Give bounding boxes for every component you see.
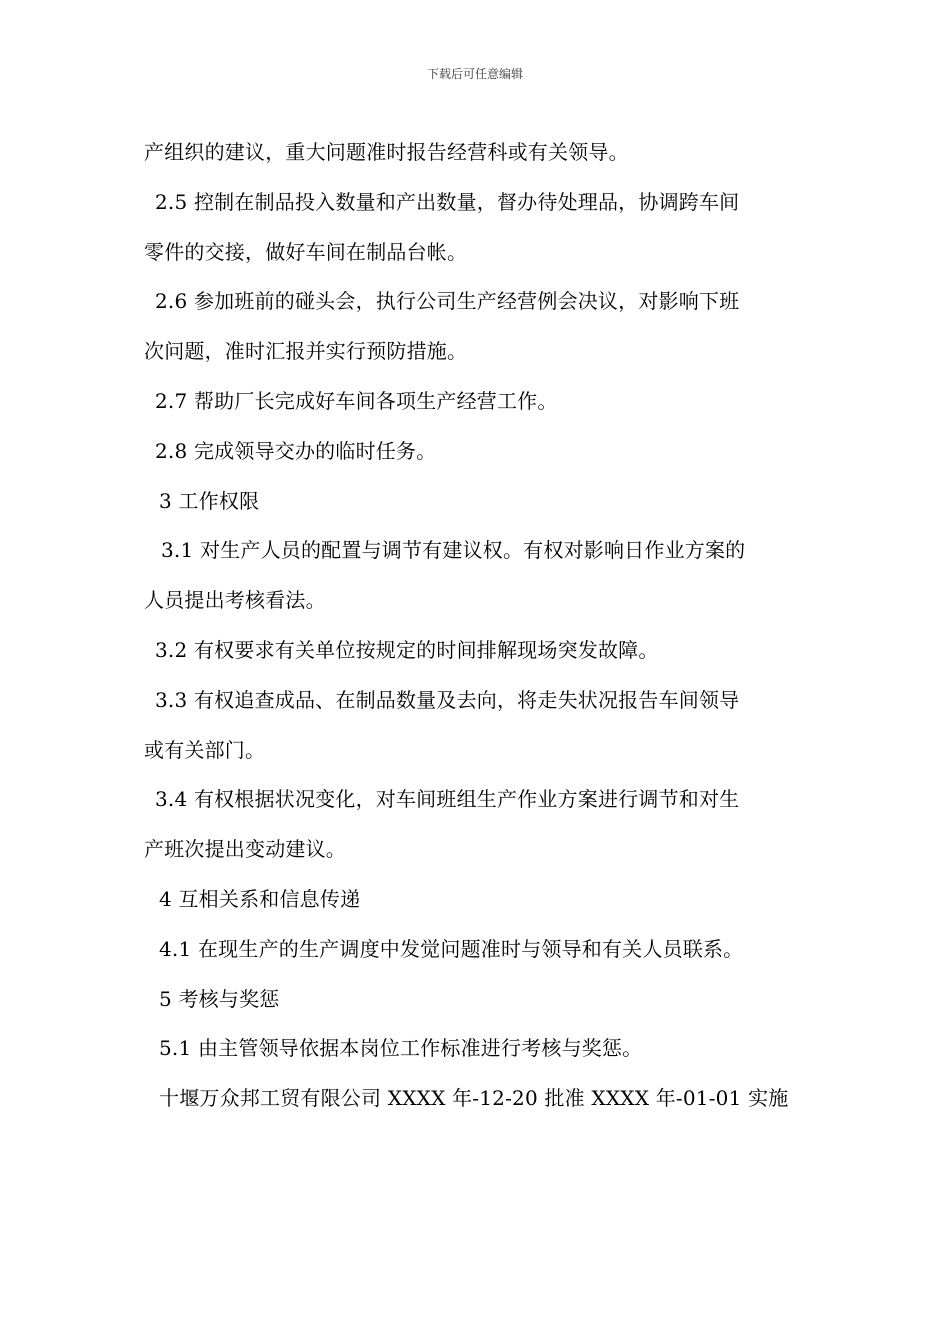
text-line: 2.8 完成领导交办的临时任务。 xyxy=(155,438,437,463)
text-line: 人员提出考核看法。 xyxy=(144,588,326,613)
section-heading: 5 考核与奖惩 xyxy=(159,986,280,1011)
text-line: 2.6 参加班前的碰头会，执行公司生产经营例会决议，对影响下班 xyxy=(155,289,740,314)
text-line: 2.7 帮助厂长完成好车间各项生产经营工作。 xyxy=(155,388,558,413)
text-line: 3.2 有权要求有关单位按规定的时间排解现场突发故障。 xyxy=(155,637,659,662)
text-line: 零件的交接，做好车间在制品台帐。 xyxy=(144,239,468,264)
text-line: 4.1 在现生产的生产调度中发觉问题准时与领导和有关人员联系。 xyxy=(159,936,744,961)
text-line: 3.3 有权追查成品、在制品数量及去向，将走失状况报告车间领导 xyxy=(155,687,740,712)
text-line: 5.1 由主管领导依据本岗位工作标准进行考核与奖惩。 xyxy=(159,1036,643,1061)
text-line: 或有关部门。 xyxy=(144,737,266,762)
page-header-note: 下载后可任意编辑 xyxy=(426,67,523,81)
section-heading: 4 互相关系和信息传递 xyxy=(159,886,361,911)
text-line: 产班次提出变动建议。 xyxy=(144,837,346,862)
document-body xyxy=(144,130,809,1126)
approval-line: 十堰万众邦工贸有限公司 XXXX 年-12-20 批准 XXXX 年-01-01 实施 xyxy=(159,1086,789,1111)
text-line: 3.1 对生产人员的配置与调节有建议权。有权对影响日作业方案的 xyxy=(161,538,746,563)
text-line: 次问题，准时汇报并实行预防措施。 xyxy=(144,339,468,364)
section-heading: 3 工作权限 xyxy=(159,488,260,513)
text-line: 产组织的建议，重大问题准时报告经营科或有关领导。 xyxy=(144,140,629,164)
text-line: 2.5 控制在制品投入数量和产出数量，督办待处理品，协调跨车间 xyxy=(155,189,740,214)
text-line: 3.4 有权根据状况变化，对车间班组生产作业方案进行调节和对生 xyxy=(155,787,740,812)
